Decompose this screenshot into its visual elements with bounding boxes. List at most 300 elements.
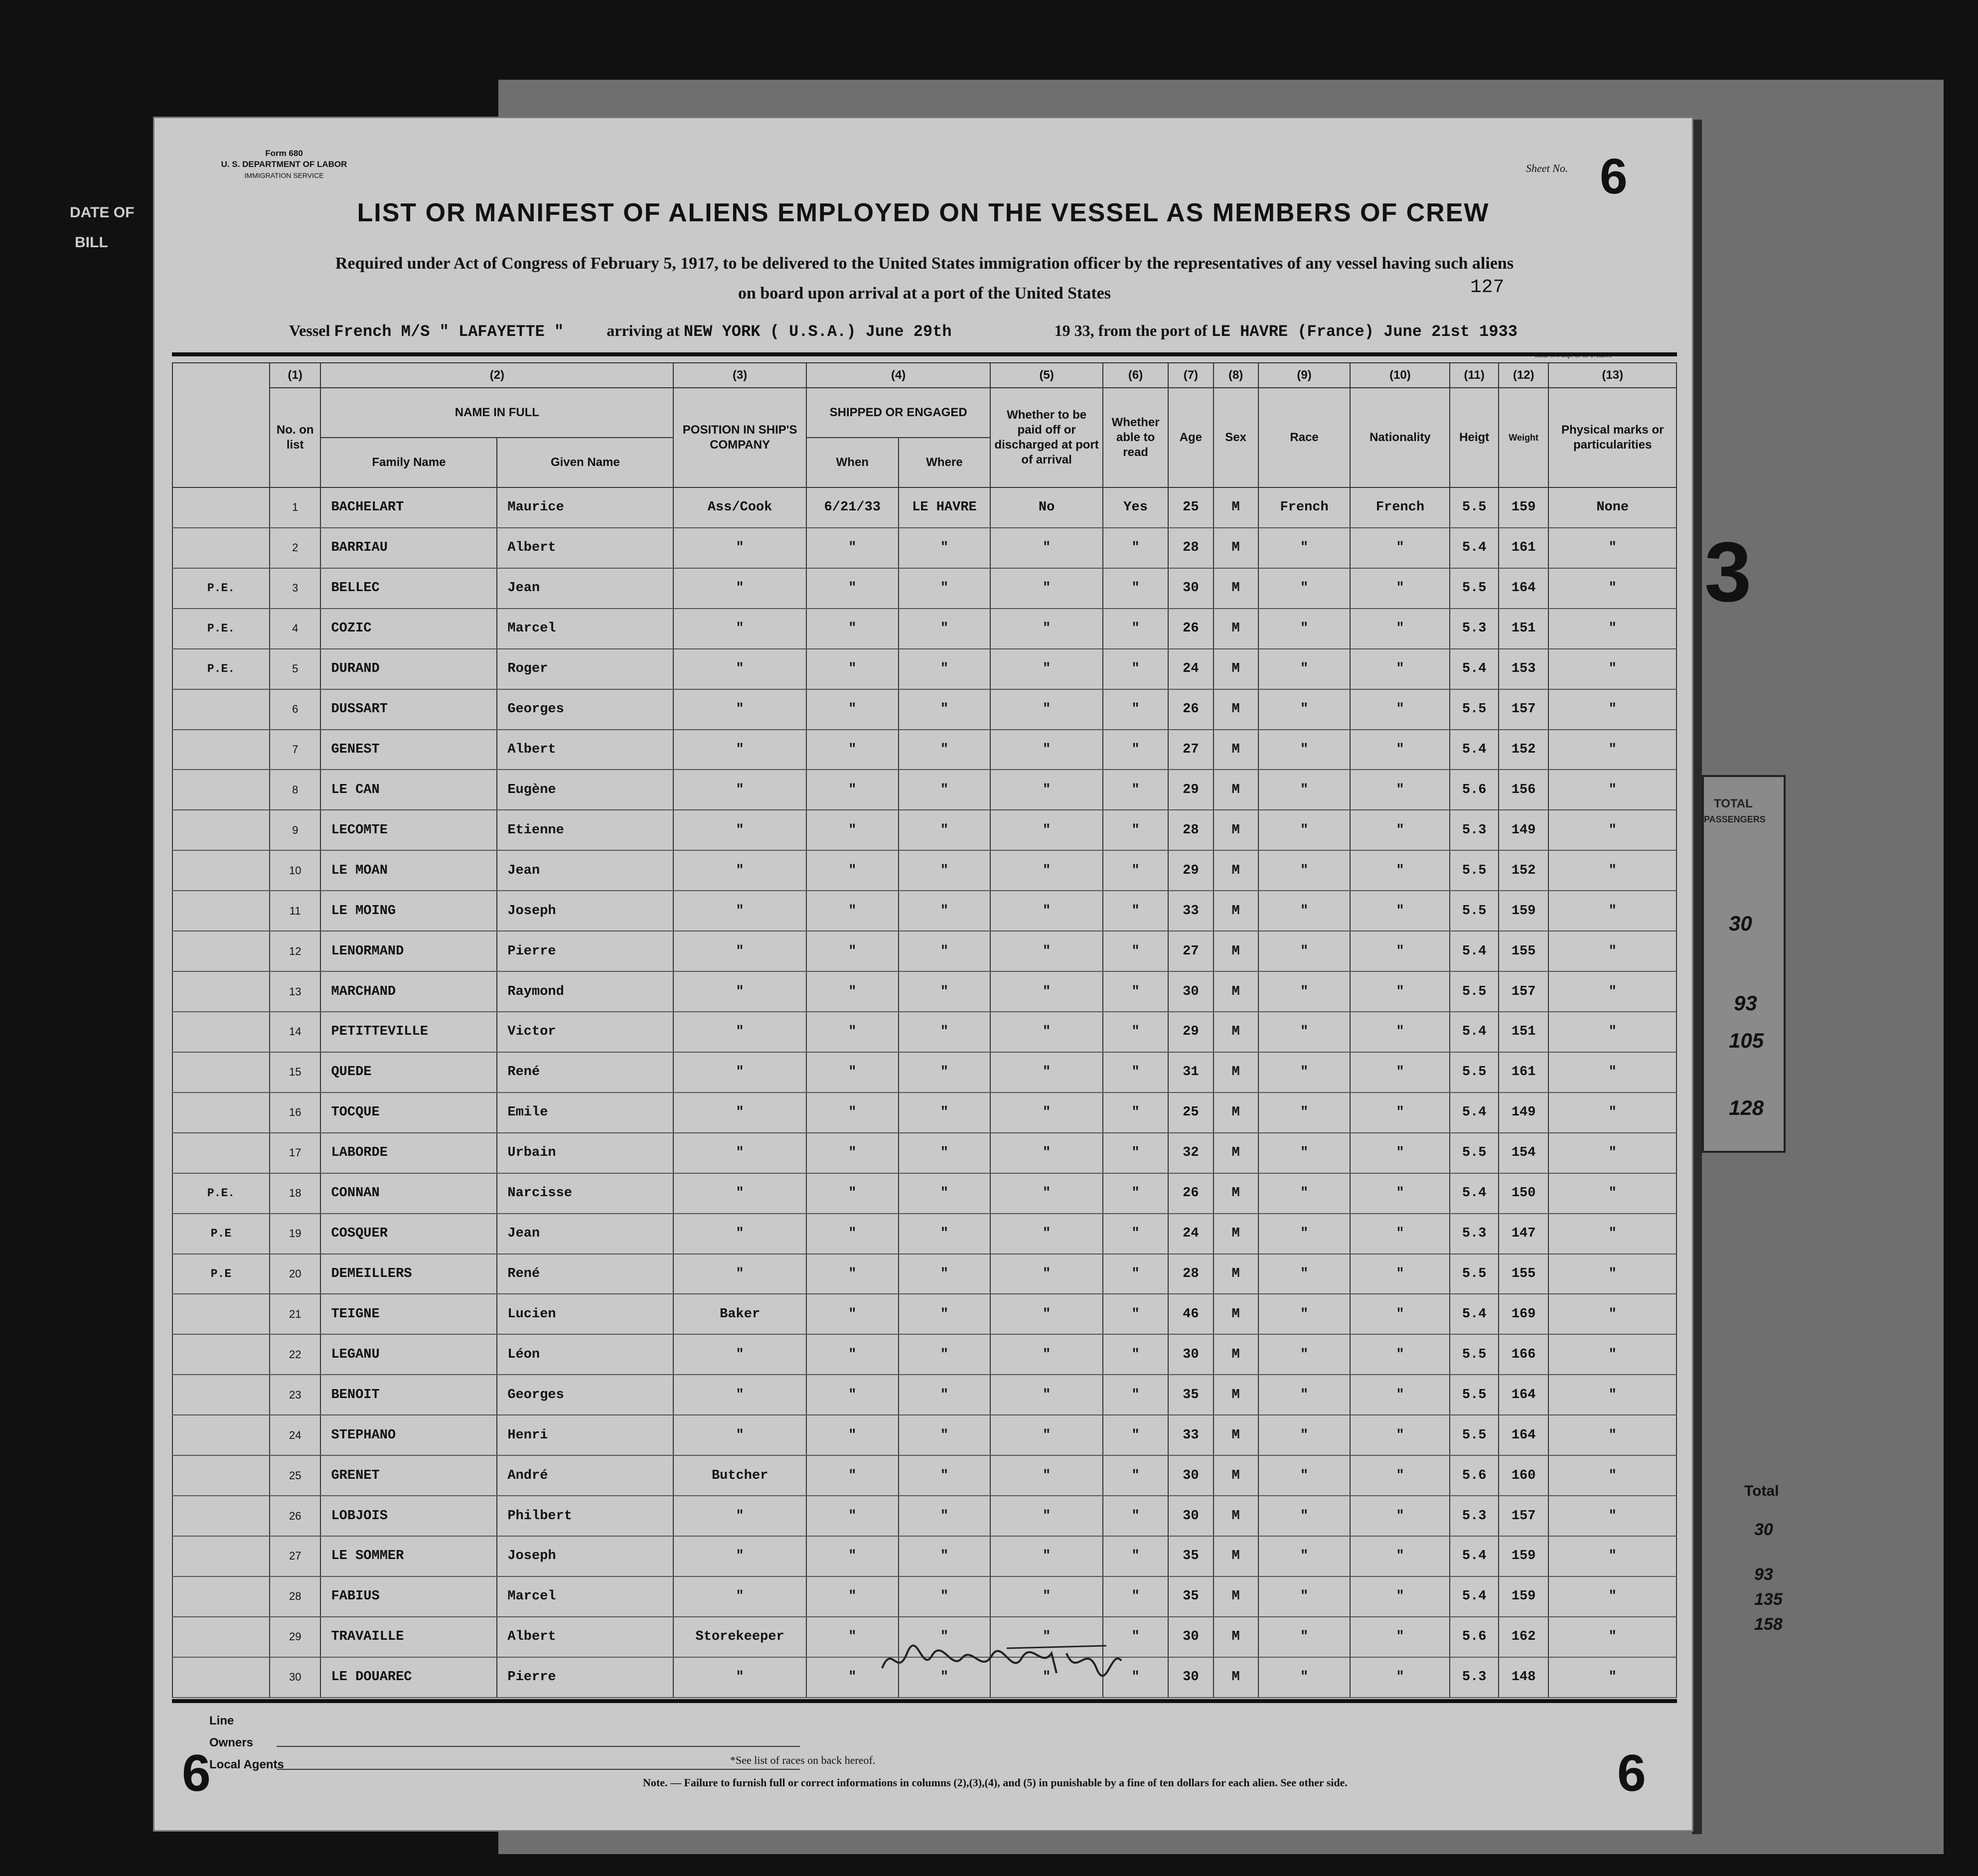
position-cell: " <box>673 1173 806 1214</box>
nationality-cell: " <box>1350 1214 1450 1254</box>
shipped-where-cell: " <box>899 1254 991 1294</box>
paid-off-cell: " <box>990 850 1103 891</box>
sex-cell: M <box>1214 1052 1258 1093</box>
shipped-when-cell: " <box>806 971 899 1012</box>
height-cell: 5.5 <box>1450 689 1498 730</box>
physical-marks-cell: " <box>1548 1617 1676 1657</box>
given-name-cell: Emile <box>497 1093 673 1133</box>
height-cell: 5.5 <box>1450 971 1498 1012</box>
nationality-cell: " <box>1350 1375 1450 1415</box>
stamp-number: 127 <box>1470 277 1505 298</box>
note-cell <box>172 1334 270 1375</box>
age-cell: 33 <box>1168 891 1213 931</box>
family-name-cell: LE DOUAREC <box>320 1657 497 1698</box>
list-number-cell: 28 <box>270 1576 321 1617</box>
requirement-line-1: Required under Act of Congress of February 5, 1917, to be delivered to the United States immigration officer by the representatives of any vessel having such aliens <box>335 254 1514 273</box>
race-cell: " <box>1258 770 1351 810</box>
given-name-cell: Pierre <box>497 931 673 971</box>
able-to-read-cell: " <box>1103 1496 1168 1536</box>
race-cell: " <box>1258 1173 1351 1214</box>
shipped-where-cell: " <box>899 1576 991 1617</box>
shipped-where-cell: " <box>899 810 991 850</box>
list-number-cell: 20 <box>270 1254 321 1294</box>
able-to-read-cell: " <box>1103 810 1168 850</box>
family-name-cell: LOBJOIS <box>320 1496 497 1536</box>
shipped-where-cell: " <box>899 971 991 1012</box>
physical-marks-cell: " <box>1548 1375 1676 1415</box>
sex-cell: M <box>1214 1496 1258 1536</box>
shipped-where-cell: " <box>899 1214 991 1254</box>
list-number-cell: 24 <box>270 1415 321 1455</box>
position-cell: " <box>673 1576 806 1617</box>
physical-marks-cell: " <box>1548 1214 1676 1254</box>
sex-cell: M <box>1214 487 1258 528</box>
age-cell: 30 <box>1168 1334 1213 1375</box>
shipped-where-cell: " <box>899 931 991 971</box>
table-row <box>172 730 1676 770</box>
paid-off-cell: No <box>990 487 1103 528</box>
given-name-cell: Albert <box>497 1617 673 1657</box>
sex-cell: M <box>1214 1093 1258 1133</box>
col-7-num: (7) <box>1168 363 1213 388</box>
sex-cell: M <box>1214 971 1258 1012</box>
shipped-when-cell: " <box>806 1012 899 1052</box>
age-cell: 33 <box>1168 1415 1213 1455</box>
physical-marks-cell: " <box>1548 1173 1676 1214</box>
position-cell: Butcher <box>673 1455 806 1496</box>
given-name-cell: Pierre <box>497 1657 673 1698</box>
physical-marks-cell: " <box>1548 1536 1676 1576</box>
paid-off-cell: " <box>990 971 1103 1012</box>
sex-cell: M <box>1214 609 1258 649</box>
physical-marks-cell: " <box>1548 891 1676 931</box>
list-number-cell: 21 <box>270 1294 321 1334</box>
physical-marks-cell: " <box>1548 810 1676 850</box>
table-row <box>172 1375 1676 1415</box>
tally-5: 30 <box>1754 1520 1773 1539</box>
nationality-cell: " <box>1350 1415 1450 1455</box>
position-cell: Baker <box>673 1294 806 1334</box>
physical-marks-cell: " <box>1548 850 1676 891</box>
height-cell: 5.5 <box>1450 487 1498 528</box>
race-cell: " <box>1258 609 1351 649</box>
age-cell: 26 <box>1168 609 1213 649</box>
note-cell <box>172 1576 270 1617</box>
shipped-where-cell: " <box>899 730 991 770</box>
able-to-read-cell: " <box>1103 1294 1168 1334</box>
race-cell: " <box>1258 1012 1351 1052</box>
position-cell: " <box>673 810 806 850</box>
note-cell <box>172 689 270 730</box>
vessel-line <box>289 321 1518 341</box>
race-cell: " <box>1258 1334 1351 1375</box>
table-row <box>172 891 1676 931</box>
weight-cell: 151 <box>1499 609 1549 649</box>
race-cell: " <box>1258 850 1351 891</box>
race-cell: " <box>1258 689 1351 730</box>
able-to-read-cell: " <box>1103 568 1168 609</box>
list-number-cell: 9 <box>270 810 321 850</box>
shipped-when-cell: 6/21/33 <box>806 487 899 528</box>
physical-marks-cell: " <box>1548 528 1676 568</box>
department-name: U. S. DEPARTMENT OF LABOR <box>221 159 347 169</box>
shipped-when-cell: " <box>806 1455 899 1496</box>
sheet-number-footer-left: 6 <box>182 1744 211 1802</box>
position-cell: Ass/Cook <box>673 487 806 528</box>
age-cell: 30 <box>1168 971 1213 1012</box>
sex-cell: M <box>1214 1012 1258 1052</box>
col-1-header: No. on list <box>270 388 321 487</box>
weight-cell: 157 <box>1499 971 1549 1012</box>
shipped-where-cell: LE HAVRE <box>899 487 991 528</box>
family-name-cell: BARRIAU <box>320 528 497 568</box>
nationality-cell: " <box>1350 1012 1450 1052</box>
year-prefix: 19 <box>1054 321 1070 339</box>
shipped-where-cell: " <box>899 568 991 609</box>
race-cell: " <box>1258 1455 1351 1496</box>
physical-marks-cell: " <box>1548 1576 1676 1617</box>
given-name-cell: Albert <box>497 730 673 770</box>
list-number-cell: 22 <box>270 1334 321 1375</box>
page-edge-shadow <box>1692 120 1702 1834</box>
height-cell: 5.5 <box>1450 1254 1498 1294</box>
manifest-page <box>154 118 1692 1830</box>
able-to-read-cell: " <box>1103 891 1168 931</box>
height-cell: 5.4 <box>1450 1294 1498 1334</box>
col-7-header: Age <box>1168 388 1213 487</box>
col-5-header: Whether to be paid off or discharged at port of arrival <box>990 388 1103 487</box>
family-name-cell: BELLEC <box>320 568 497 609</box>
given-name-cell: René <box>497 1052 673 1093</box>
able-to-read-cell: " <box>1103 609 1168 649</box>
given-name-cell: Marcel <box>497 609 673 649</box>
shipped-where-cell: " <box>899 1294 991 1334</box>
shipped-where-cell: " <box>899 1375 991 1415</box>
shipped-when-cell: " <box>806 850 899 891</box>
shipped-where-cell: " <box>899 770 991 810</box>
service-name: IMMIGRATION SERVICE <box>244 171 324 179</box>
weight-cell: 159 <box>1499 891 1549 931</box>
physical-marks-cell: " <box>1548 1133 1676 1173</box>
note-cell: P.E. <box>172 649 270 689</box>
family-name-cell: QUEDE <box>320 1052 497 1093</box>
given-name-cell: Eugène <box>497 770 673 810</box>
nationality-cell: " <box>1350 931 1450 971</box>
note-cell <box>172 1536 270 1576</box>
col-6-header: Whether able to read <box>1103 388 1168 487</box>
list-number-cell: 16 <box>270 1093 321 1133</box>
paid-off-cell: " <box>990 770 1103 810</box>
shipped-when-cell: " <box>806 1173 899 1214</box>
family-name-cell: MARCHAND <box>320 971 497 1012</box>
left-stub-line1: DATE OF <box>70 204 135 221</box>
given-name-cell: Georges <box>497 1375 673 1415</box>
paid-off-cell: " <box>990 528 1103 568</box>
sheet-number: 6 <box>1600 149 1628 204</box>
weight-cell: 157 <box>1499 689 1549 730</box>
shipped-when-cell: " <box>806 1536 899 1576</box>
note-cell <box>172 1455 270 1496</box>
age-cell: 29 <box>1168 1012 1213 1052</box>
arrival-port: NEW YORK ( U.S.A.) June 29th <box>683 322 952 341</box>
note-cell <box>172 931 270 971</box>
family-name-cell: LE MOING <box>320 891 497 931</box>
height-cell: 5.5 <box>1450 1052 1498 1093</box>
weight-cell: 153 <box>1499 649 1549 689</box>
shipped-where-cell: " <box>899 1496 991 1536</box>
col-9-header: Race <box>1258 388 1351 487</box>
from-label: , from the port of <box>1090 321 1208 339</box>
given-name-cell: Georges <box>497 689 673 730</box>
shipped-where-cell: " <box>899 1415 991 1455</box>
family-name-cell: GRENET <box>320 1455 497 1496</box>
note-cell <box>172 1496 270 1536</box>
nationality-cell: " <box>1350 1334 1450 1375</box>
sex-cell: M <box>1214 770 1258 810</box>
note-cell <box>172 1657 270 1698</box>
race-cell: " <box>1258 810 1351 850</box>
shipped-when-cell: " <box>806 770 899 810</box>
weight-cell: 155 <box>1499 1254 1549 1294</box>
col-3-num: (3) <box>673 363 806 388</box>
paid-off-cell: " <box>990 1214 1103 1254</box>
family-name-cell: CONNAN <box>320 1173 497 1214</box>
sheet-label: Sheet No. <box>1526 162 1568 174</box>
height-cell: 5.3 <box>1450 1214 1498 1254</box>
position-cell: " <box>673 850 806 891</box>
tally-7: 135 <box>1754 1590 1783 1609</box>
paid-off-cell: " <box>990 1254 1103 1294</box>
nationality-cell: " <box>1350 730 1450 770</box>
col-5-num: (5) <box>990 363 1103 388</box>
where-header: Where <box>899 438 991 487</box>
col-10-num: (10) <box>1350 363 1450 388</box>
table-row <box>172 1012 1676 1052</box>
shipped-where-cell: " <box>899 1334 991 1375</box>
lower-right-tally <box>1704 1470 1804 1650</box>
physical-marks-cell: " <box>1548 568 1676 609</box>
physical-marks-cell: " <box>1548 1052 1676 1093</box>
race-cell: " <box>1258 1375 1351 1415</box>
position-cell: " <box>673 730 806 770</box>
table-row <box>172 1455 1676 1496</box>
given-name-cell: René <box>497 1254 673 1294</box>
list-number-cell: 17 <box>270 1133 321 1173</box>
paid-off-cell: " <box>990 931 1103 971</box>
shipped-when-cell: " <box>806 931 899 971</box>
nationality-cell: " <box>1350 770 1450 810</box>
physical-marks-cell: " <box>1548 1254 1676 1294</box>
age-cell: 32 <box>1168 1133 1213 1173</box>
weight-cell: 164 <box>1499 1415 1549 1455</box>
note-cell: P.E. <box>172 1173 270 1214</box>
age-cell: 35 <box>1168 1576 1213 1617</box>
list-number-cell: 4 <box>270 609 321 649</box>
position-cell: " <box>673 1133 806 1173</box>
list-number-cell: 12 <box>270 931 321 971</box>
list-number-cell: 5 <box>270 649 321 689</box>
position-cell: " <box>673 1254 806 1294</box>
given-name-cell: Joseph <box>497 891 673 931</box>
nationality-cell: " <box>1350 1617 1450 1657</box>
list-number-cell: 14 <box>270 1012 321 1052</box>
position-cell: " <box>673 1052 806 1093</box>
paid-off-cell: " <box>990 1536 1103 1576</box>
height-cell: 5.4 <box>1450 528 1498 568</box>
position-cell: " <box>673 689 806 730</box>
height-cell: 5.5 <box>1450 850 1498 891</box>
given-name-cell: André <box>497 1455 673 1496</box>
position-cell: " <box>673 1334 806 1375</box>
col-11-header: Heigt <box>1450 388 1498 487</box>
table-row <box>172 1052 1676 1093</box>
position-cell: " <box>673 891 806 931</box>
family-name-cell: DEMEILLERS <box>320 1254 497 1294</box>
sex-cell: M <box>1214 1334 1258 1375</box>
nationality-cell: " <box>1350 850 1450 891</box>
shipped-where-cell: " <box>899 528 991 568</box>
weight-cell: 166 <box>1499 1334 1549 1375</box>
weight-cell: 148 <box>1499 1657 1549 1698</box>
physical-marks-cell: " <box>1548 730 1676 770</box>
height-cell: 5.4 <box>1450 1576 1498 1617</box>
shipped-where-cell: " <box>899 850 991 891</box>
age-cell: 26 <box>1168 1173 1213 1214</box>
height-cell: 5.3 <box>1450 1496 1498 1536</box>
vessel-name: French M/S " LAFAYETTE " <box>334 322 564 341</box>
able-to-read-cell: Yes <box>1103 487 1168 528</box>
able-to-read-cell: " <box>1103 931 1168 971</box>
physical-marks-cell: " <box>1548 1012 1676 1052</box>
able-to-read-cell: " <box>1103 1657 1168 1698</box>
race-cell: " <box>1258 649 1351 689</box>
table-row <box>172 1173 1676 1214</box>
sex-cell: M <box>1214 1657 1258 1698</box>
given-name-cell: Victor <box>497 1012 673 1052</box>
height-cell: 5.5 <box>1450 1415 1498 1455</box>
position-cell: " <box>673 1536 806 1576</box>
shipped-when-cell: " <box>806 1617 899 1657</box>
paid-off-cell: " <box>990 1173 1103 1214</box>
age-cell: 31 <box>1168 1052 1213 1093</box>
table-row <box>172 931 1676 971</box>
age-cell: 29 <box>1168 770 1213 810</box>
col-9-num: (9) <box>1258 363 1351 388</box>
family-name-cell: GENEST <box>320 730 497 770</box>
shipped-when-cell: " <box>806 1576 899 1617</box>
given-name-cell: Lucien <box>497 1294 673 1334</box>
physical-marks-cell: " <box>1548 1334 1676 1375</box>
age-cell: 46 <box>1168 1294 1213 1334</box>
note-cell <box>172 1133 270 1173</box>
race-cell: " <box>1258 1133 1351 1173</box>
given-name-cell: Philbert <box>497 1496 673 1536</box>
given-name-cell: Albert <box>497 528 673 568</box>
paid-off-cell: " <box>990 568 1103 609</box>
departure-port: LE HAVRE (France) June 21st 1933 <box>1211 322 1518 341</box>
family-name-cell: PETITTEVILLE <box>320 1012 497 1052</box>
shipped-where-cell: " <box>899 1536 991 1576</box>
nationality-cell: " <box>1350 1576 1450 1617</box>
shipped-when-cell: " <box>806 568 899 609</box>
vessel-label: Vessel <box>289 321 330 339</box>
weight-cell: 157 <box>1499 1496 1549 1536</box>
nationality-cell: " <box>1350 971 1450 1012</box>
table-row <box>172 689 1676 730</box>
able-to-read-cell: " <box>1103 689 1168 730</box>
age-cell: 30 <box>1168 568 1213 609</box>
shipped-when-cell: " <box>806 649 899 689</box>
nationality-cell: " <box>1350 1052 1450 1093</box>
paid-off-cell: " <box>990 1133 1103 1173</box>
nationality-cell: " <box>1350 1093 1450 1133</box>
note-cell <box>172 1052 270 1093</box>
col-10-header: Nationality <box>1350 388 1450 487</box>
weight-cell: 152 <box>1499 730 1549 770</box>
line-label: Line <box>209 1714 234 1727</box>
table-row <box>172 1496 1676 1536</box>
physical-marks-cell: " <box>1548 609 1676 649</box>
note-cell <box>172 810 270 850</box>
race-cell: " <box>1258 1052 1351 1093</box>
tally-8: 158 <box>1754 1615 1783 1634</box>
nationality-cell: " <box>1350 891 1450 931</box>
table-row <box>172 1254 1676 1294</box>
requirement-line-2: on board upon arrival at a port of the United States <box>738 284 1111 303</box>
shipped-when-cell: " <box>806 1254 899 1294</box>
table-row <box>172 1294 1676 1334</box>
given-name-cell: Narcisse <box>497 1173 673 1214</box>
note-cell: P.E <box>172 1254 270 1294</box>
year-suffix: 33 <box>1074 321 1090 339</box>
col-11-num: (11) <box>1450 363 1498 388</box>
age-cell: 27 <box>1168 931 1213 971</box>
weight-cell: 152 <box>1499 850 1549 891</box>
sex-cell: M <box>1214 689 1258 730</box>
manifest-rows <box>172 487 1676 1698</box>
physical-marks-cell: " <box>1548 1657 1676 1698</box>
nationality-cell: " <box>1350 1254 1450 1294</box>
weight-cell: 159 <box>1499 487 1549 528</box>
weight-cell: 149 <box>1499 810 1549 850</box>
height-cell: 5.3 <box>1450 1657 1498 1698</box>
height-cell: 5.6 <box>1450 1617 1498 1657</box>
nationality-cell: " <box>1350 1657 1450 1698</box>
physical-marks-cell: " <box>1548 1415 1676 1455</box>
shipped-where-cell: " <box>899 1133 991 1173</box>
position-cell: " <box>673 649 806 689</box>
nationality-cell: " <box>1350 689 1450 730</box>
age-cell: 30 <box>1168 1617 1213 1657</box>
col-6-num: (6) <box>1103 363 1168 388</box>
nationality-cell: French <box>1350 487 1450 528</box>
list-number-cell: 30 <box>270 1657 321 1698</box>
sex-cell: M <box>1214 1294 1258 1334</box>
position-cell: " <box>673 528 806 568</box>
height-cell: 5.4 <box>1450 649 1498 689</box>
family-name-cell: LE CAN <box>320 770 497 810</box>
list-number-cell: 8 <box>270 770 321 810</box>
physical-marks-cell: " <box>1548 931 1676 971</box>
race-cell: " <box>1258 568 1351 609</box>
sex-cell: M <box>1214 850 1258 891</box>
table-row <box>172 1133 1676 1173</box>
tally-4: 128 <box>1729 1096 1764 1119</box>
given-name-cell: Jean <box>497 850 673 891</box>
shipped-when-cell: " <box>806 1375 899 1415</box>
height-cell: 5.5 <box>1450 1375 1498 1415</box>
able-to-read-cell: " <box>1103 1576 1168 1617</box>
